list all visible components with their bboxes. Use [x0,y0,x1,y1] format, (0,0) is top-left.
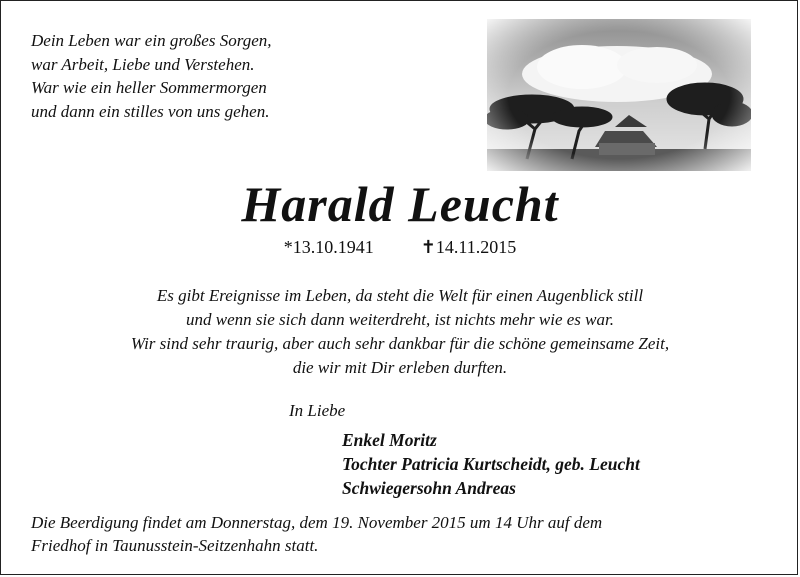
birth-date: *13.10.1941 [283,237,374,257]
landscape-photo [487,19,751,171]
mourner: Enkel Moritz [342,430,437,450]
trees-farmhouse-image [487,19,751,171]
in-love-label: In Liebe [289,401,346,420]
memorial-text-line: Wir sind sehr traurig, aber auch sehr dankbar für die schöne gemeinsame Zeit, [130,334,670,353]
mourner: Schwiegersohn Andreas [342,478,516,498]
death-date: ✝14.11.2015 [420,237,517,257]
mourners-list [342,428,640,500]
poem [31,29,272,123]
poem-line: Dein Leben war ein großes Sorgen, [31,31,272,50]
funeral-info-line: Friedhof in Taunusstein-Seitzenhahn statt. [31,536,319,555]
funeral-info-line: Die Beerdigung findet am Donnerstag, dem 19. November 2015 um 14 Uhr auf dem [31,513,603,532]
poem-line: und dann ein stilles von uns gehen. [31,101,270,121]
life-dates [1,237,799,258]
poem-line: war Arbeit, Liebe und Verstehen. [31,54,255,74]
poem-line: War wie ein heller Sommermorgen [31,78,267,97]
memorial-text [1,284,799,380]
mourner: Tochter Patricia Kurtscheidt, geb. Leucht [342,454,640,474]
memorial-text-line: die wir mit Dir erleben durften. [292,358,508,377]
memorial-text-line: und wenn sie sich dann weiterdreht, ist nichts mehr wie es war. [186,310,614,329]
funeral-info [31,511,602,557]
deceased-name: Harald Leucht [241,176,559,232]
memorial-text-line: Es gibt Ereignisse im Leben, da steht die Welt für einen Augenblick still [156,286,644,305]
